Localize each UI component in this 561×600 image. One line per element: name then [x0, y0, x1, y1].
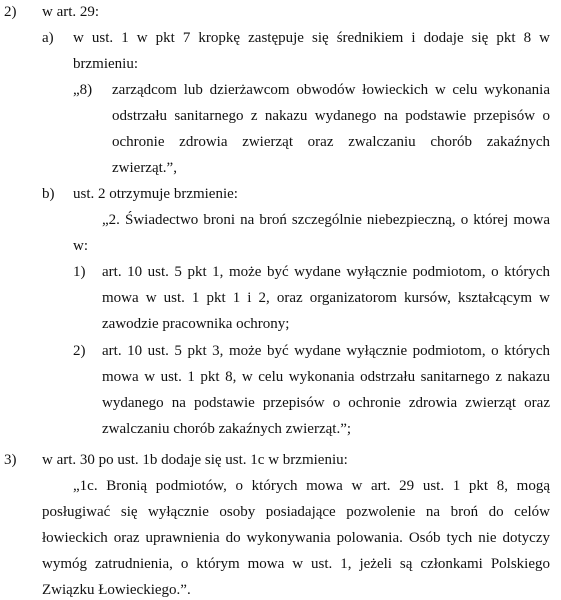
point-marker: 1)	[73, 264, 86, 280]
point-line: mowa w ust. 1 pkt 8, w celu wykonania odstrzału sanitarnego z nakazu	[102, 369, 550, 385]
quoted-paragraph-line: w:	[73, 238, 88, 254]
point-line: art. 10 ust. 5 pkt 1, może być wydane wyłącznie podmiotom, o których	[102, 264, 550, 280]
item-intro: w art. 29:	[42, 4, 100, 20]
point-line: mowa w ust. 1 pkt 1 i 2, oraz organizatorom kursów, kształcącym w	[102, 290, 550, 306]
item-marker: 2)	[4, 4, 17, 20]
quoted-point-line: ochronie zdrowia zwierząt oraz zwalczaniu chorób zakaźnych	[112, 134, 550, 150]
sub-intro: ust. 2 otrzymuje brzmienie:	[73, 186, 238, 202]
quoted-point-line: zarządcom lub dzierżawcom obwodów łowieckich w celu wykonania	[112, 82, 550, 98]
quoted-paragraph-line: wymóg zatrudnienia, o którym mowa w ust. 1, jeżeli są członkami Polskiego	[42, 556, 550, 572]
quoted-paragraph-line: łowieckich oraz uprawnienia do wykonywania polowania. Osób tych nie dotyczy	[42, 530, 550, 546]
quoted-paragraph-line: posługiwać się wyłącznie osoby posiadające pozwolenie na broń do celów	[42, 504, 550, 520]
point-line: zawodzie pracownika ochrony;	[102, 316, 290, 332]
sub-text-line: brzmieniu:	[73, 56, 138, 72]
quoted-paragraph-line: „1c. Bronią podmiotów, o których mowa w art. 29 ust. 1 pkt 8, mogą	[73, 478, 550, 494]
sub-text-line: w ust. 1 w pkt 7 kropkę zastępuje się średnikiem i dodaje się pkt 8 w	[73, 30, 550, 46]
sub-marker: b)	[42, 186, 55, 202]
point-marker: 2)	[73, 343, 86, 359]
point-line: zwalczaniu chorób zakaźnych zwierząt.”;	[102, 421, 352, 437]
quoted-point-line: odstrzału sanitarnego z nakazu wydanego na podstawie przepisów o	[112, 108, 550, 124]
quoted-paragraph-line: „2. Świadectwo broni na broń szczególnie niebezpieczną, o której mowa	[102, 212, 550, 228]
quoted-point-line: zwierząt.”,	[112, 160, 177, 176]
quoted-point-marker: „8)	[73, 82, 93, 98]
item-intro: w art. 30 po ust. 1b dodaje się ust. 1c w brzmieniu:	[42, 452, 348, 468]
sub-marker: a)	[42, 30, 54, 46]
point-line: wydanego na podstawie przepisów o ochronie zdrowia zwierząt oraz	[102, 395, 550, 411]
point-line: art. 10 ust. 5 pkt 3, może być wydane wyłącznie podmiotom, o których	[102, 343, 550, 359]
quoted-paragraph-line: Związku Łowieckiego.”.	[42, 582, 191, 598]
item-marker: 3)	[4, 452, 17, 468]
